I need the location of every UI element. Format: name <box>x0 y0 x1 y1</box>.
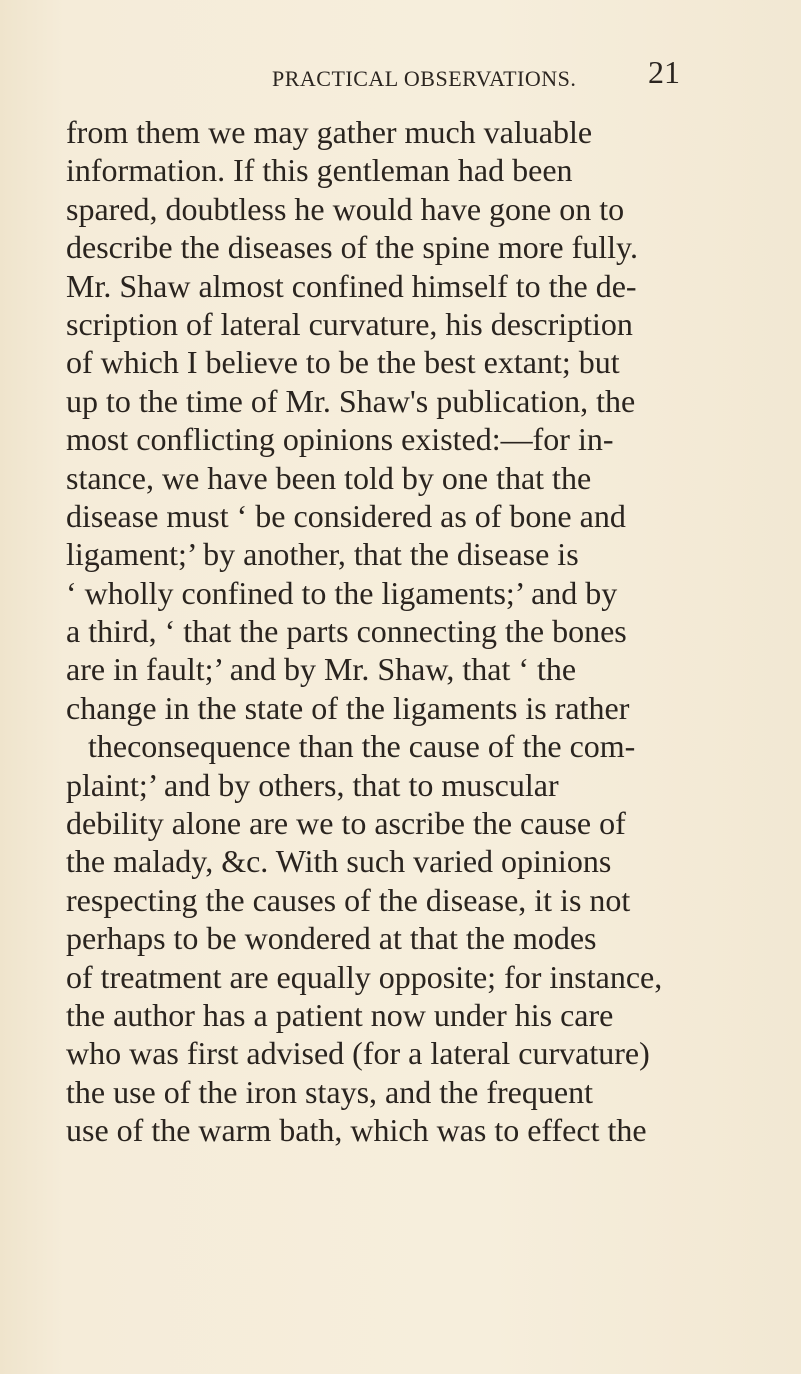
text-line: the use of the iron stays, and the frequent <box>66 1073 593 1110</box>
text-line: change in the state of the ligaments is rather <box>66 689 630 726</box>
text-line: up to the time of Mr. Shaw's publication, the <box>66 382 636 419</box>
text-line: from them we may gather much valuable <box>66 114 593 150</box>
page-number: 21 <box>648 54 680 90</box>
text-line: information. If this gentleman had been <box>66 152 573 189</box>
running-head-title: PRACTICAL OBSERVATIONS. <box>272 66 577 91</box>
body-text <box>66 113 746 1150</box>
text-line: spared, doubtless he would have gone on to <box>66 190 625 227</box>
text-line: respecting the causes of the disease, it is not <box>66 881 631 918</box>
text-line: debility alone are we to ascribe the cause of <box>66 805 626 842</box>
text-line: the malady, &c. With such varied opinions <box>66 843 612 880</box>
text-line: use of the warm bath, which was to effect the <box>66 1112 647 1149</box>
running-head <box>0 54 801 98</box>
text-line: theconsequence than the cause of the com- <box>88 728 636 765</box>
text-line: perhaps to be wondered at that the modes <box>66 920 597 957</box>
text-line: are in fault;’ and by Mr. Shaw, that ‘ the <box>66 651 577 688</box>
text-line: who was first advised (for a lateral curvature) <box>66 1035 650 1072</box>
text-line: Mr. Shaw almost confined himself to the de- <box>66 267 637 304</box>
text-line: ligament;’ by another, that the disease is <box>66 536 579 573</box>
text-line: describe the diseases of the spine more fully. <box>66 229 638 266</box>
text-line: of treatment are equally opposite; for instance, <box>66 958 663 995</box>
text-line: disease must ‘ be considered as of bone and <box>66 497 626 534</box>
text-line: scription of lateral curvature, his description <box>66 305 633 342</box>
text-line: most conflicting opinions existed:—for in- <box>66 421 614 458</box>
text-line: stance, we have been told by one that the <box>66 459 592 496</box>
text-line: plaint;’ and by others, that to muscular <box>66 766 559 803</box>
text-line: a third, ‘ that the parts connecting the bones <box>66 613 627 650</box>
text-line: ‘ wholly confined to the ligaments;’ and by <box>66 574 618 611</box>
text-line: of which I believe to be the best extant; but <box>66 344 620 381</box>
text-line: the author has a patient now under his care <box>66 996 614 1033</box>
